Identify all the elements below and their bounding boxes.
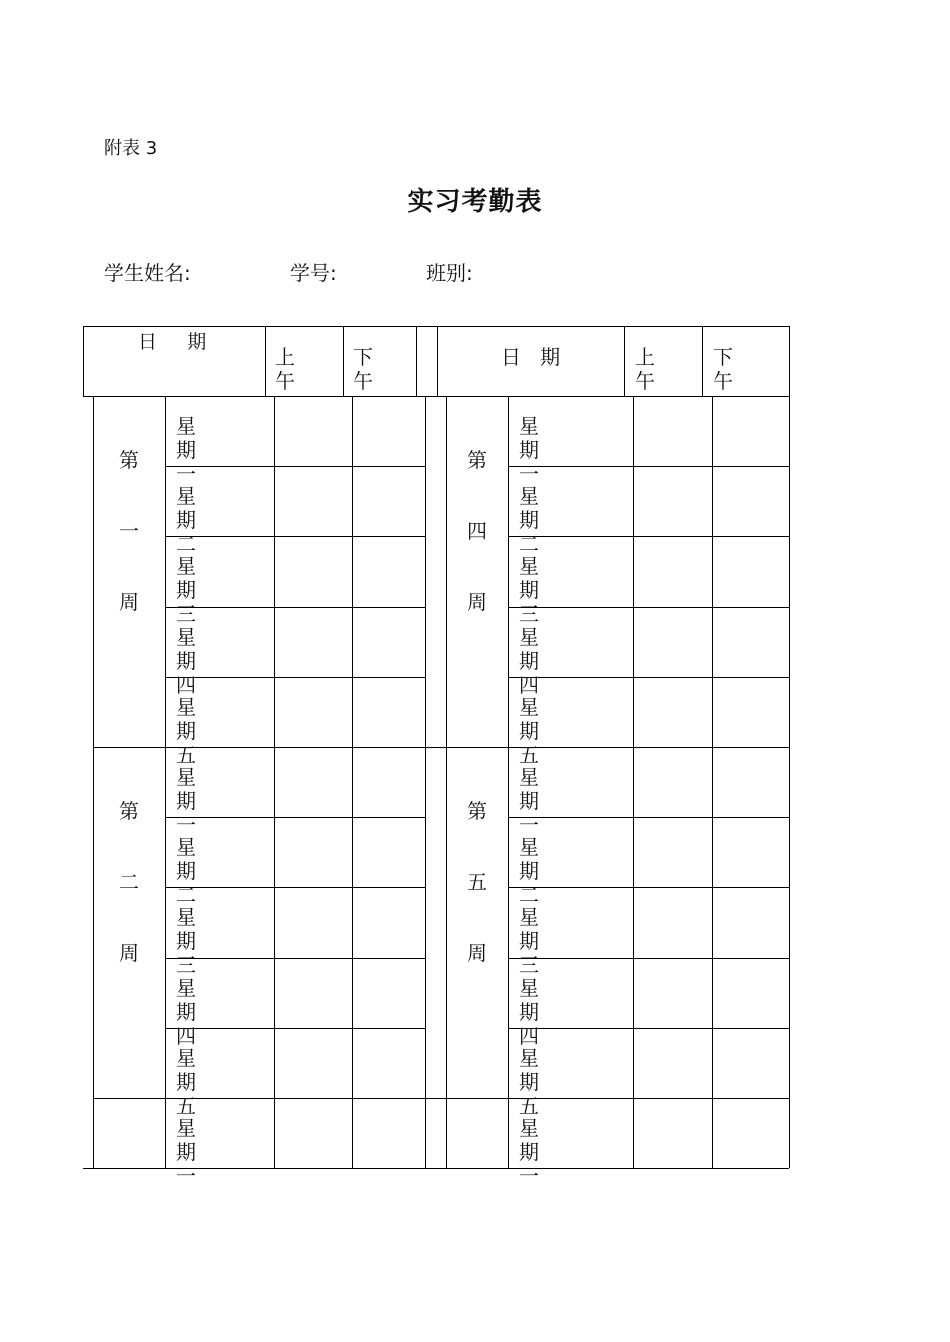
left-week2-day-4-afternoon-cell[interactable]: [353, 959, 425, 1028]
right-week1-day-4-afternoon-cell[interactable]: [713, 608, 789, 677]
header-divider-2: [343, 326, 344, 396]
right-week2-day-4: 星期四: [519, 976, 539, 1048]
left-week2-day-2-afternoon-cell[interactable]: [353, 818, 425, 887]
header-date-right: 日 期: [501, 345, 561, 369]
right-week2-day-3-morning-cell[interactable]: [634, 888, 712, 957]
left-week1-day-3-afternoon-cell[interactable]: [353, 537, 425, 606]
left-week2-day-1-morning-cell[interactable]: [275, 748, 352, 817]
right-week1-day-3: 星期三: [519, 554, 539, 626]
right-week2-day-3: 星期三: [519, 905, 539, 977]
left-week2-day-2: 星期二: [176, 835, 196, 907]
left-week2-day-3-afternoon-cell[interactable]: [353, 888, 425, 957]
right-week2-day-4-morning-cell[interactable]: [634, 959, 712, 1028]
right-week1-day-2: 星期二: [519, 484, 539, 556]
right-week1-day-1-morning-cell[interactable]: [634, 397, 712, 466]
right-week2-day-4-afternoon-cell[interactable]: [713, 959, 789, 1028]
right-week3-day-1: 星期一: [519, 1116, 539, 1188]
left-week2-day-3: 星期三: [176, 905, 196, 977]
right-week2-day-2-morning-cell[interactable]: [634, 818, 712, 887]
left-week2-day-5: 星期五: [176, 1046, 196, 1118]
body-divider-9: [789, 396, 790, 1168]
left-week1-label-char-2: 一: [119, 519, 139, 543]
left-week1-day-2-morning-cell[interactable]: [275, 467, 352, 536]
left-week2-day-1-afternoon-cell[interactable]: [353, 748, 425, 817]
header-date-left: 日 期: [138, 331, 207, 353]
student-id-label: 学号:: [290, 261, 337, 285]
left-week2-day-3-morning-cell[interactable]: [275, 888, 352, 957]
right-week1-day-1: 星期一: [519, 414, 539, 486]
right-week2-day-5-morning-cell[interactable]: [634, 1029, 712, 1098]
left-week3-day-1-afternoon-cell[interactable]: [353, 1099, 425, 1168]
body-divider-6: [508, 396, 509, 1168]
left-week1-day-1: 星期一: [176, 414, 196, 486]
right-week2-day-5-afternoon-cell[interactable]: [713, 1029, 789, 1098]
left-week2-day-5-afternoon-cell[interactable]: [353, 1029, 425, 1098]
header-divider-5: [624, 326, 625, 396]
right-week1-label-char-2: 四: [467, 519, 487, 543]
header-divider-7: [789, 326, 790, 396]
header-divider-4: [437, 326, 438, 396]
right-week1-day-5-morning-cell[interactable]: [634, 678, 712, 747]
right-week2-day-2-afternoon-cell[interactable]: [713, 818, 789, 887]
left-week3-day-1: 星期一: [176, 1116, 196, 1188]
left-week1-day-5-afternoon-cell[interactable]: [353, 678, 425, 747]
left-week1-day-3-morning-cell[interactable]: [275, 537, 352, 606]
left-week2-day-4: 星期四: [176, 976, 196, 1048]
header-divider-6: [702, 326, 703, 396]
right-week1-day-5-afternoon-cell[interactable]: [713, 678, 789, 747]
body-divider-1: [165, 396, 166, 1168]
right-week1-day-4-morning-cell[interactable]: [634, 608, 712, 677]
right-week2-label-char-3: 周: [467, 941, 487, 965]
header-divider-0: [83, 326, 84, 396]
left-week3-day-1-morning-cell[interactable]: [275, 1099, 352, 1168]
right-week2-day-1-afternoon-cell[interactable]: [713, 748, 789, 817]
left-week2-label-char-1: 第: [119, 799, 139, 823]
left-week1-day-5: 星期五: [176, 695, 196, 767]
footer-stub: [83, 1168, 93, 1169]
right-week1-day-1-afternoon-cell[interactable]: [713, 397, 789, 466]
right-week2-label-char-1: 第: [467, 799, 487, 823]
left-week1-day-5-morning-cell[interactable]: [275, 678, 352, 747]
left-week2-label-char-2: 二: [119, 870, 139, 894]
body-divider-5: [446, 396, 447, 1168]
left-week1-day-1-afternoon-cell[interactable]: [353, 397, 425, 466]
header-divider-3: [416, 326, 417, 396]
right-week2-day-2: 星期二: [519, 835, 539, 907]
right-week1-day-2-afternoon-cell[interactable]: [713, 467, 789, 536]
left-week1-day-4: 星期四: [176, 625, 196, 697]
header-divider-1: [265, 326, 266, 396]
left-week1-day-1-morning-cell[interactable]: [275, 397, 352, 466]
right-week1-day-5: 星期五: [519, 695, 539, 767]
student-name-label: 学生姓名:: [104, 261, 191, 285]
left-week1-day-2: 星期二: [176, 484, 196, 556]
header-morning-left: 上午: [275, 345, 295, 393]
annex-label: 附表 3: [104, 138, 158, 159]
left-week1-day-3: 星期三: [176, 554, 196, 626]
right-week2-day-1: 星期一: [519, 765, 539, 837]
right-week1-label-char-1: 第: [467, 448, 487, 472]
right-week3-day-1-afternoon-cell[interactable]: [713, 1099, 789, 1168]
week-boundary-11: [93, 1168, 789, 1169]
right-week2-label-char-2: 五: [467, 870, 487, 894]
right-week2-day-3-afternoon-cell[interactable]: [713, 888, 789, 957]
left-week1-day-4-morning-cell[interactable]: [275, 608, 352, 677]
right-week3-day-1-morning-cell[interactable]: [634, 1099, 712, 1168]
left-week1-day-2-afternoon-cell[interactable]: [353, 467, 425, 536]
right-week1-day-3-morning-cell[interactable]: [634, 537, 712, 606]
header-afternoon-left: 下午: [353, 345, 373, 393]
left-week2-day-4-morning-cell[interactable]: [275, 959, 352, 1028]
right-week2-day-5: 星期五: [519, 1046, 539, 1118]
body-divider-0: [93, 396, 94, 1168]
right-week1-day-4: 星期四: [519, 625, 539, 697]
right-week1-label-char-3: 周: [467, 590, 487, 614]
page-title: 实习考勤表: [407, 187, 543, 217]
right-week1-day-3-afternoon-cell[interactable]: [713, 537, 789, 606]
right-week1-day-2-morning-cell[interactable]: [634, 467, 712, 536]
left-week2-label-char-3: 周: [119, 941, 139, 965]
left-week2-day-1: 星期一: [176, 765, 196, 837]
left-week1-label-char-1: 第: [119, 448, 139, 472]
header-afternoon-right: 下午: [713, 345, 733, 393]
left-week1-day-4-afternoon-cell[interactable]: [353, 608, 425, 677]
body-divider-4: [425, 396, 426, 1168]
right-week2-day-1-morning-cell[interactable]: [634, 748, 712, 817]
left-week2-day-5-morning-cell[interactable]: [275, 1029, 352, 1098]
class-label: 班别:: [426, 261, 473, 285]
left-week2-day-2-morning-cell[interactable]: [275, 818, 352, 887]
header-morning-right: 上午: [635, 345, 655, 393]
left-week1-label-char-3: 周: [119, 590, 139, 614]
